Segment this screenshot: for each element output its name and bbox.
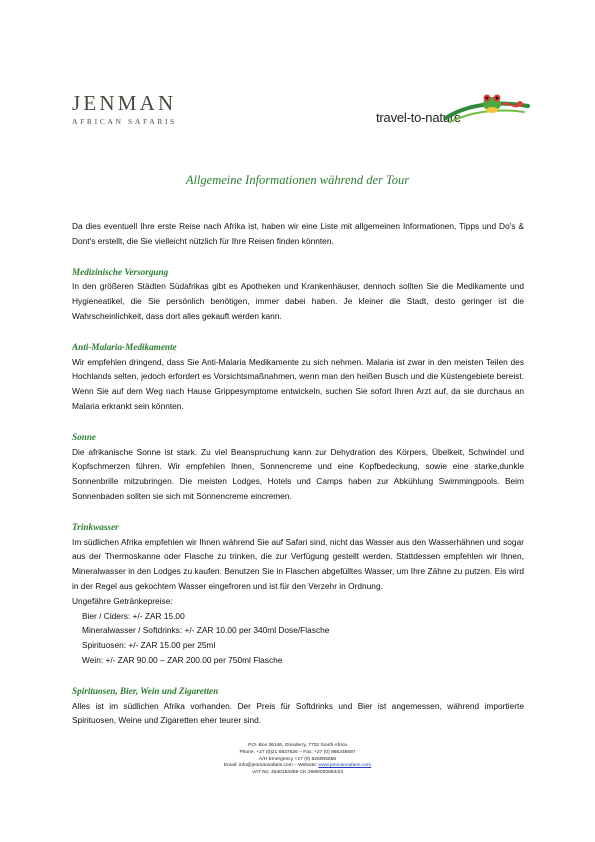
list-item — [72, 638, 524, 653]
list-item — [72, 653, 524, 668]
price-item: Bier / Ciders: +/- ZAR 15.00 — [82, 610, 185, 621]
section-heading-malaria: Anti-Malaria-Medikamente — [72, 341, 177, 352]
intro-paragraph: Da dies eventuell Ihre erste Reise nach Afrika ist, haben wir eine Liste mit allgemeinen Informationen, Tipps und Do's & Dont's erstellt, die Sie vielleicht nützlich für Ihre Reisen finden könnten. — [72, 221, 524, 246]
jenman-logo — [72, 92, 198, 128]
document-title: Allgemeine Informationen während der Tour — [185, 173, 410, 187]
website-link[interactable]: www.jenmansafaris.com — [318, 763, 372, 769]
price-item: Spirituosen: +/- ZAR 15.00 per 25ml — [82, 640, 216, 651]
section-body-malaria: Wir empfehlen dringend, dass Sie Anti-Malaria Medikamente zu sich nehmen. Malaria ist zwar in den meisten Teilen des Hochlands selten, jedoch erfordert es Vorsichtsmaßnahmen, wenn man den heißen Busch und die Küstengebiete bereist. Wenn Sie auf dem Weg nach Hause Grippesymptome entwickeln, suchen Sie sofort Ihren Arzt auf, da sie durchaus an Malaria erkrankt sein könnten. — [72, 356, 524, 411]
footer-vat: VAT No: 4540183359 CK:1998/020863/23 — [251, 770, 344, 776]
jenman-logo-mark: JENMAN — [72, 91, 177, 115]
section-body-water: Im südlichen Afrika empfehlen wir Ihnen während Sie auf Safari sind, nicht das Wasser aus den Wasserhähnen und sogar aus der Thermoskanne oder Flasche zu trinken, die zur Verfügung gestellt werden. Stattdessen empfehlen wir Ihnen, Mineralwasser in den Lodges zu kaufen. Benutzen Sie in Flaschen abgefülltes Wasser, um Ihre Zähne zu putzen. Eis wird in der Regel aus gekochtem Wasser eingefroren und ist für den Verzehr in Ordnung. — [72, 536, 524, 591]
frog-icon — [444, 92, 530, 128]
section-heading-medical: Medizinische Versorgung — [72, 266, 169, 277]
travel-to-nature-logo — [372, 92, 532, 132]
section-body-medical: In den größeren Städten Südafrikas gibt es Apotheken und Krankenhäuser, dennoch sollten Sie die Medikamente und Hygieneatikel, die Sie persönlich benötigen, immer dabei haben. Je kleiner die Stadt, desto geringer ist die Wahrscheinlichkeit, dass dort alles gekauft werden kann. — [72, 281, 524, 321]
footer-emergency: A/H Emergency +27 (0) 825006658 — [258, 756, 337, 762]
jenman-logo-sub: AFRICAN SAFARIS — [72, 117, 177, 126]
travel-to-nature-text: travel-to-nature — [376, 110, 461, 125]
section-heading-spirits: Spirituosen, Bier, Wein und Zigaretten — [72, 685, 219, 696]
list-item — [72, 609, 524, 624]
section-heading-sun: Sonne — [72, 431, 97, 442]
footer-phone: Phone: +27 (0)21 6837826 – Fax: +27 (0) 866346597 — [239, 749, 356, 755]
prices-label: Ungefähre Getränkepreise: — [72, 595, 173, 606]
footer — [0, 743, 595, 777]
section-body-spirits: Alles ist im südlichen Afrika vorhanden. Der Preis für Softdrinks und Bier ist angemessen, während importierte Spirituosen, Weine und Zigaretten eher teurer sind. — [72, 700, 524, 726]
footer-address: P.O. Box 36146, Glosderry, 7702 South Africa — [248, 743, 347, 748]
section-body-sun: Die afrikanische Sonne ist stark. Zu viel Beanspruchung kann zur Dehydration des Körpers, Übelkeit, Schwindel und Kopfschmerzen führen. Wir empfehlen Ihnen, Sonnencreme und eine Kopfbedeckung, sowie eine starke,dunkle Sonnenbrille mitzubringen. Die meisten Lodges, Hotels und Camps haben zur Abkühlung Swimmingpools. Beim Sonnenbaden sollten sie sich mit Sonnencreme eincremen. — [72, 446, 524, 501]
document-body — [72, 219, 524, 728]
section-heading-water: Trinkwasser — [72, 521, 119, 532]
price-item: Wein: +/- ZAR 90.00 – ZAR 200.00 per 750ml Flasche — [82, 654, 283, 665]
footer-email: Email: info@jenmansafaris.com – Website: — [223, 763, 319, 769]
price-item: Mineralwasser / Softdrinks: +/- ZAR 10.00 per 340ml Dose/Flasche — [82, 625, 330, 636]
list-item — [72, 623, 524, 638]
